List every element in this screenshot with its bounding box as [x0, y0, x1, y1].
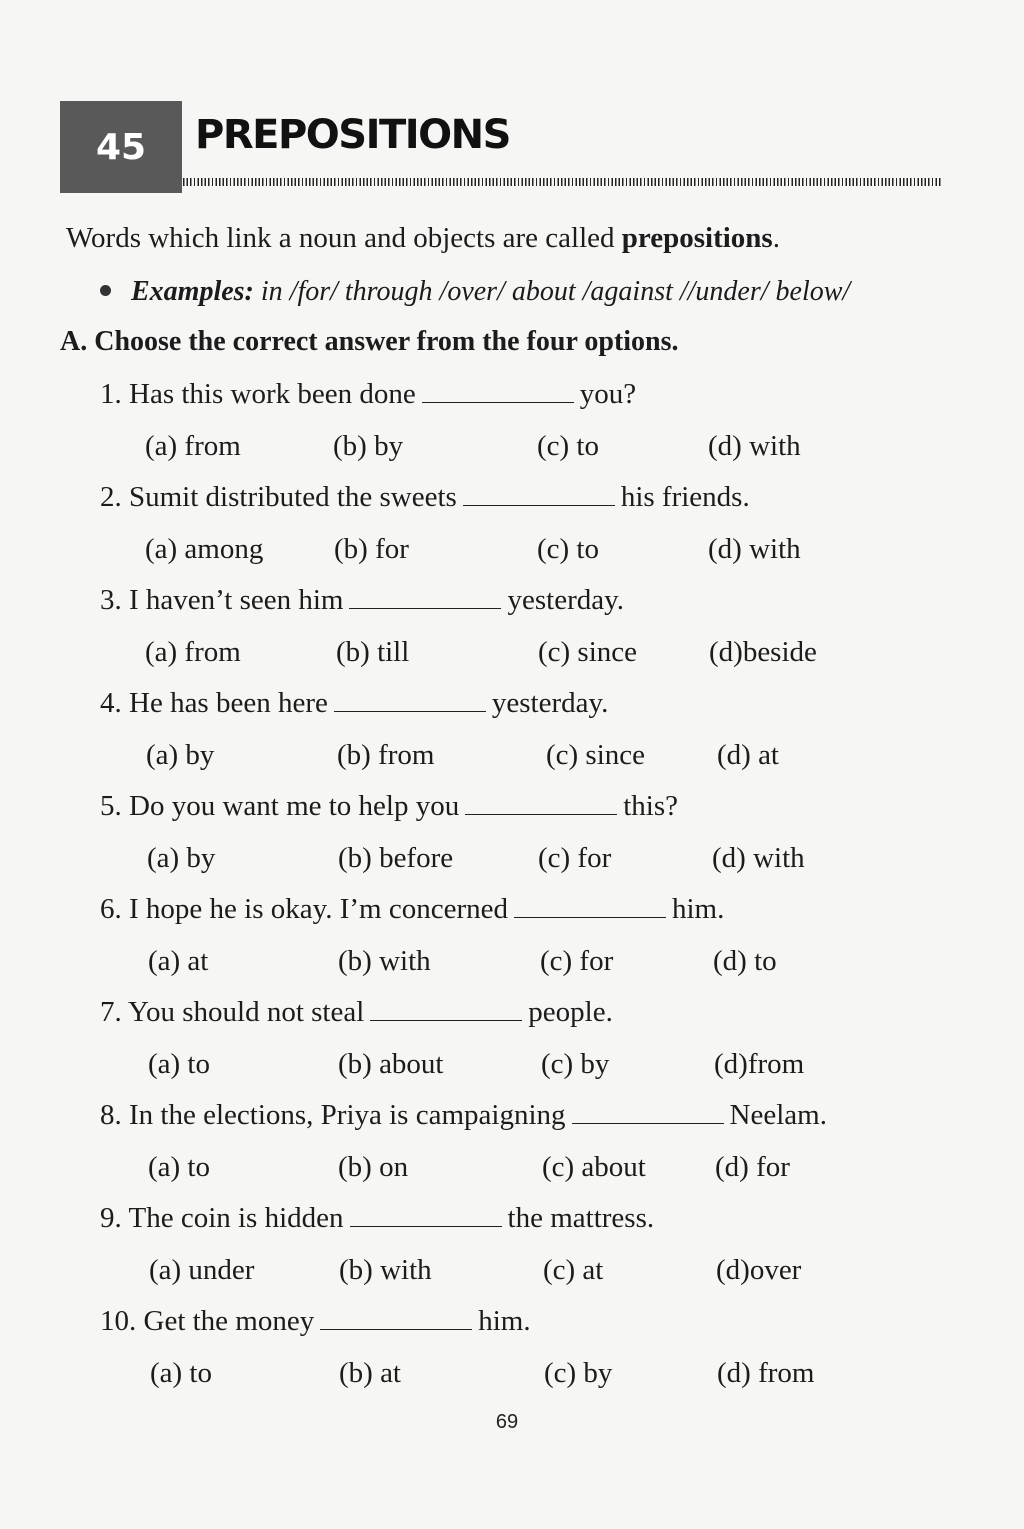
option-d[interactable]: (d) from	[717, 1357, 815, 1389]
question-stem	[100, 893, 724, 926]
question-text-before: He has been here	[129, 687, 328, 719]
option-c[interactable]: (c) since	[546, 739, 646, 771]
option-a[interactable]: (a) from	[145, 430, 241, 462]
question-text-before: Has this work been done	[129, 378, 416, 410]
chapter-number: 45	[95, 126, 147, 168]
answer-blank[interactable]	[320, 1328, 472, 1330]
question-number: 9.	[100, 1202, 122, 1234]
option-a[interactable]: (a) under	[149, 1254, 255, 1286]
chapter-number-badge	[60, 101, 182, 193]
question-stem	[100, 996, 613, 1029]
option-a[interactable]: (a) by	[147, 842, 216, 874]
answer-blank[interactable]	[334, 710, 486, 712]
option-d[interactable]: (d) with	[708, 533, 801, 565]
question-number: 5.	[100, 790, 122, 822]
option-b[interactable]: (b) with	[339, 1254, 432, 1286]
question-text-after: yesterday.	[507, 584, 624, 616]
option-b[interactable]: (b) with	[338, 945, 431, 977]
option-a[interactable]: (a) to	[148, 1048, 210, 1080]
question-text-after: Neelam.	[729, 1099, 827, 1131]
question-stem	[100, 584, 624, 617]
question-stem	[100, 378, 636, 411]
option-d[interactable]: (d)beside	[709, 636, 817, 668]
question-number: 10.	[100, 1305, 137, 1337]
section-a-heading: A. Choose the correct answer from the four options.	[60, 326, 679, 357]
answer-blank[interactable]	[465, 813, 617, 815]
question-number: 3.	[100, 584, 122, 616]
question-text-after: him.	[672, 893, 725, 925]
question-text-after: people.	[528, 996, 613, 1028]
question-text-before: I hope he is okay. I’m concerned	[129, 893, 508, 925]
option-d[interactable]: (d) with	[708, 430, 801, 462]
question-stem	[100, 1305, 531, 1338]
option-b[interactable]: (b) till	[336, 636, 410, 668]
question-stem	[100, 1202, 654, 1235]
option-a[interactable]: (a) to	[148, 1151, 210, 1183]
question-number: 8.	[100, 1099, 122, 1131]
question-text-before: Do you want me to help you	[129, 790, 460, 822]
question-text-after: this?	[623, 790, 679, 822]
page-number: 69	[495, 1411, 519, 1433]
answer-blank[interactable]	[349, 607, 501, 609]
answer-blank[interactable]	[463, 504, 615, 506]
question-stem	[100, 1099, 827, 1132]
intro-text: Words which link a noun and objects are called	[66, 222, 622, 254]
question-text-before: I haven’t seen him	[129, 584, 344, 616]
question-stem	[100, 790, 678, 823]
option-b[interactable]: (b) at	[339, 1357, 401, 1389]
option-c[interactable]: (c) to	[537, 430, 599, 462]
question-text-after: yesterday.	[491, 687, 609, 719]
question-number: 1.	[100, 378, 122, 410]
question-text-before: Sumit distributed the sweets	[129, 481, 457, 513]
option-b[interactable]: (b) before	[338, 842, 454, 874]
answer-blank[interactable]	[350, 1225, 502, 1227]
option-a[interactable]: (a) by	[146, 739, 215, 771]
question-text-before: In the elections, Priya is campaigning	[129, 1099, 566, 1131]
examples-text: in /for/ through /over/ about /against //under/ below/	[253, 276, 851, 307]
option-b[interactable]: (b) from	[337, 739, 435, 771]
option-b[interactable]: (b) on	[338, 1151, 409, 1183]
option-a[interactable]: (a) among	[145, 533, 264, 565]
question-text-after: his friends.	[620, 481, 750, 513]
intro-sentence	[66, 222, 780, 255]
examples-label: Examples:	[131, 276, 254, 307]
option-d[interactable]: (d) to	[713, 945, 777, 977]
bullet-icon	[100, 285, 111, 296]
question-number: 7.	[100, 996, 122, 1028]
intro-bold-term: prepositions	[621, 222, 773, 254]
answer-blank[interactable]	[422, 401, 574, 403]
option-c[interactable]: (c) for	[538, 842, 612, 874]
option-a[interactable]: (a) from	[145, 636, 241, 668]
question-number: 4.	[100, 687, 122, 719]
option-d[interactable]: (d)over	[716, 1254, 802, 1286]
option-c[interactable]: (c) for	[540, 945, 614, 977]
option-c[interactable]: (c) by	[541, 1048, 610, 1080]
question-text-after: the mattress.	[507, 1202, 655, 1234]
option-b[interactable]: (b) by	[333, 430, 404, 462]
question-text-before: You should not steal	[127, 996, 365, 1028]
question-text-after: him.	[478, 1305, 531, 1337]
examples-bullet	[100, 276, 850, 308]
option-c[interactable]: (c) about	[542, 1151, 646, 1183]
question-stem	[100, 481, 750, 514]
option-d[interactable]: (d) with	[712, 842, 805, 874]
question-number: 2.	[100, 481, 122, 513]
title-underline-rule	[183, 178, 941, 186]
option-c[interactable]: (c) by	[544, 1357, 613, 1389]
chapter-title: PREPOSITIONS	[195, 112, 510, 158]
option-d[interactable]: (d)from	[714, 1048, 805, 1080]
option-a[interactable]: (a) to	[150, 1357, 212, 1389]
option-b[interactable]: (b) for	[334, 533, 409, 565]
question-stem	[100, 687, 608, 720]
answer-blank[interactable]	[514, 916, 666, 918]
option-b[interactable]: (b) about	[338, 1048, 444, 1080]
answer-blank[interactable]	[572, 1122, 724, 1124]
option-d[interactable]: (d) for	[715, 1151, 790, 1183]
question-text-before: Get the money	[143, 1305, 315, 1337]
option-c[interactable]: (c) at	[543, 1254, 604, 1286]
question-text-before: The coin is hidden	[128, 1202, 344, 1234]
option-a[interactable]: (a) at	[148, 945, 209, 977]
option-c[interactable]: (c) to	[537, 533, 599, 565]
option-c[interactable]: (c) since	[538, 636, 638, 668]
question-text-after: you?	[579, 378, 637, 410]
intro-end: .	[772, 222, 780, 254]
answer-blank[interactable]	[370, 1019, 522, 1021]
option-d[interactable]: (d) at	[717, 739, 779, 771]
question-number: 6.	[100, 893, 122, 925]
